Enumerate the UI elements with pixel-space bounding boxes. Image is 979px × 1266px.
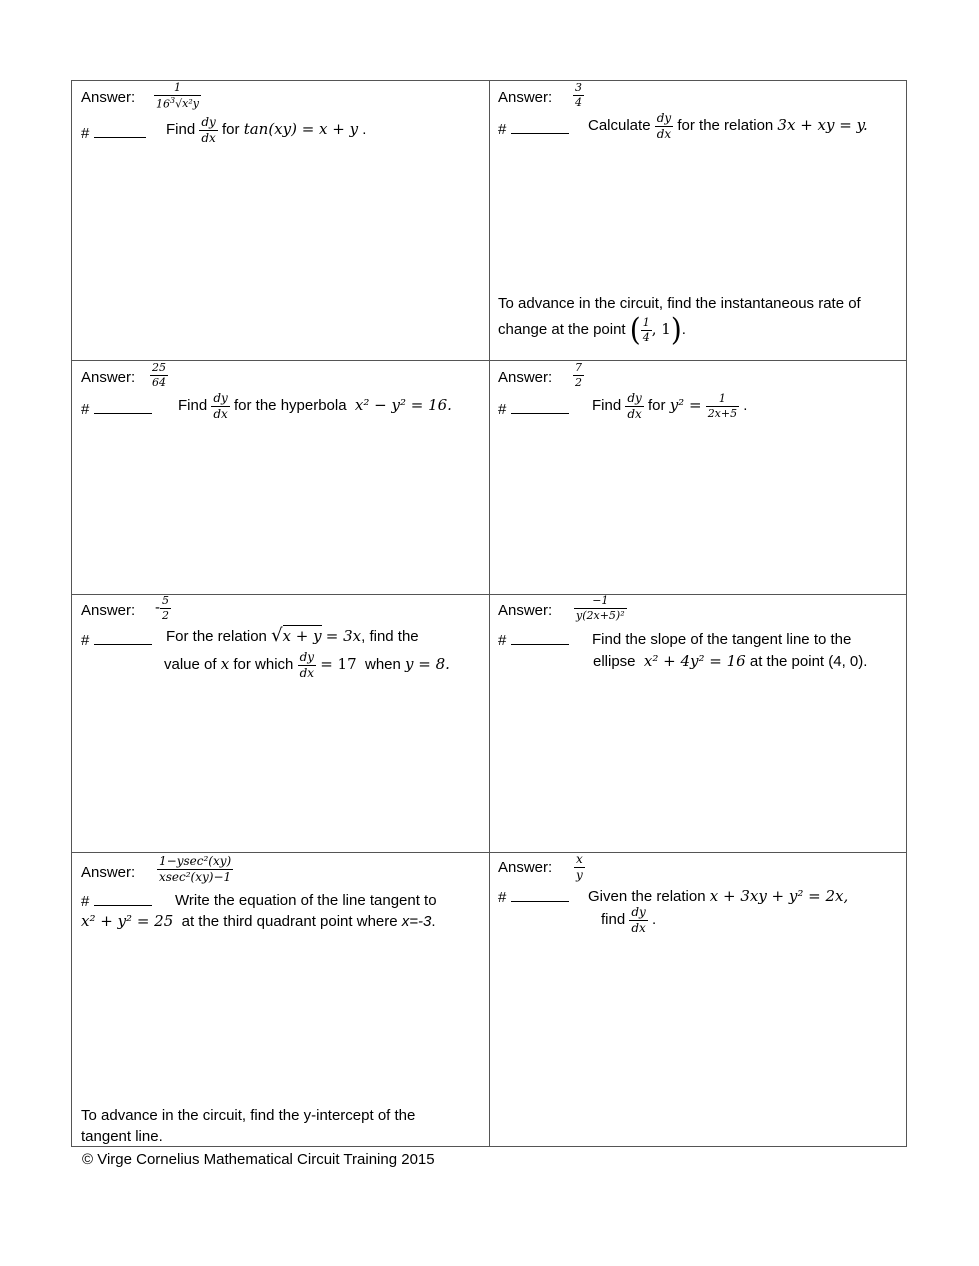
equation: 3x + xy = y.	[777, 116, 868, 135]
calculate-label: Calculate	[588, 117, 651, 135]
for-hyperbola-label: for the hyperbola	[234, 397, 347, 415]
copyright-footer: © Virge Cornelius Mathematical Circuit Training 2015	[82, 1151, 435, 1168]
problem-text-line2: ellipse x² + 4y² = 16 at the point (4, 0).	[593, 652, 868, 670]
answer-radicand: x²y	[182, 97, 199, 111]
problem-number[interactable]: #	[498, 401, 569, 417]
radicand: x + y	[282, 627, 322, 645]
problem-number[interactable]: #	[498, 632, 569, 648]
answer-value: $\frac{-1}{\text{y(2x+5)²}}$	[576, 594, 625, 622]
answer-value: $\frac{1}{16^3√x^2y}$	[156, 81, 199, 111]
advance-instruction-line2: tangent line.	[81, 1128, 163, 1145]
answer-label: Answer:	[498, 602, 553, 619]
problem-text-line1: Write the equation of the line tangent to	[175, 892, 437, 909]
answer-label: Answer:	[498, 89, 553, 106]
problem-text-line2: find $\frac{dy}{dx}$ .	[601, 905, 657, 935]
answer-root-index: 3	[170, 95, 176, 105]
answer-value: $\frac{x}{y}$	[576, 852, 583, 882]
problem-text-line2: x² + y² = 25 at the third quadrant point where x=-3.	[81, 912, 436, 930]
answer-value: $\frac{25}{64}$	[152, 361, 166, 389]
answer-label: Answer:	[81, 369, 136, 386]
find-label: Find	[592, 397, 622, 415]
advance-instruction-line1: To advance in the circuit, find the instantaneous rate of	[498, 295, 861, 312]
problem-text-line2: value of x for which $\frac{dy}{dx}$ = 17 when y = 8.	[164, 650, 450, 680]
grid-divider-row-2	[71, 594, 907, 595]
advance-instruction-line2: change at the point ( $\frac{1}{4}$ , 1).	[498, 311, 686, 348]
problem-text-line1: Given the relation x + 3xy + y² = 2x,	[588, 887, 849, 905]
answer-value: - $\frac{5}{2}$	[155, 594, 169, 622]
answer-label: Answer:	[498, 369, 553, 386]
grid-divider-row-3	[71, 852, 907, 853]
grid-divider-vertical	[489, 80, 490, 1147]
problem-text-line1: For the relation √x + y = 3x, find the	[166, 625, 419, 646]
answer-label: Answer:	[498, 859, 553, 876]
answer-value: $\frac{\text{1−ysec²(xy)}}{\text{xsec²(xy)−1}}$	[159, 854, 232, 884]
problem-number[interactable]: #	[81, 632, 152, 648]
problem-number[interactable]: #	[81, 401, 152, 417]
equation: x² − y² = 16.	[354, 396, 452, 415]
answer-denominator-coef: 16	[156, 97, 170, 111]
grid-divider-row-1	[71, 360, 907, 361]
equation-lhs: y² =	[669, 396, 702, 415]
for-relation-label: for the relation	[677, 117, 774, 135]
problem-number[interactable]: #	[81, 893, 152, 909]
answer-value: $\frac{3}{4}$	[575, 81, 582, 109]
problem-number[interactable]: #	[81, 125, 146, 141]
problem-text-line1: Find the slope of the tangent line to the	[592, 631, 852, 648]
answer-label: Answer:	[81, 602, 136, 619]
answer-numerator: 1	[154, 82, 201, 96]
advance-instruction-line1: To advance in the circuit, find the y-intercept of the	[81, 1107, 416, 1124]
problem-text: Find $\frac{dy}{dx}$ for y² = $\frac{1}{2x+5}$ .	[592, 391, 748, 421]
problem-text: Calculate $\frac{dy}{dx}$ for the relation 3x + xy = y.	[588, 111, 868, 141]
answer-label: Answer:	[81, 864, 136, 881]
problem-text: Find $\frac{dy}{dx}$ for the hyperbola x² − y² = 16.	[178, 391, 452, 421]
for-label: for	[222, 121, 240, 139]
answer-value: $\frac{7}{2}$	[575, 361, 582, 389]
for-label: for	[648, 397, 666, 415]
problem-number[interactable]: #	[498, 889, 569, 905]
problem-number[interactable]: #	[498, 121, 569, 137]
problem-text: Find $\frac{dy}{dx}$ for tan(xy) = x + y .	[166, 115, 367, 145]
find-label: Find	[178, 397, 208, 415]
find-label: Find	[166, 121, 196, 139]
answer-label: Answer:	[81, 89, 136, 106]
equation: tan(xy) = x + y	[243, 120, 359, 139]
